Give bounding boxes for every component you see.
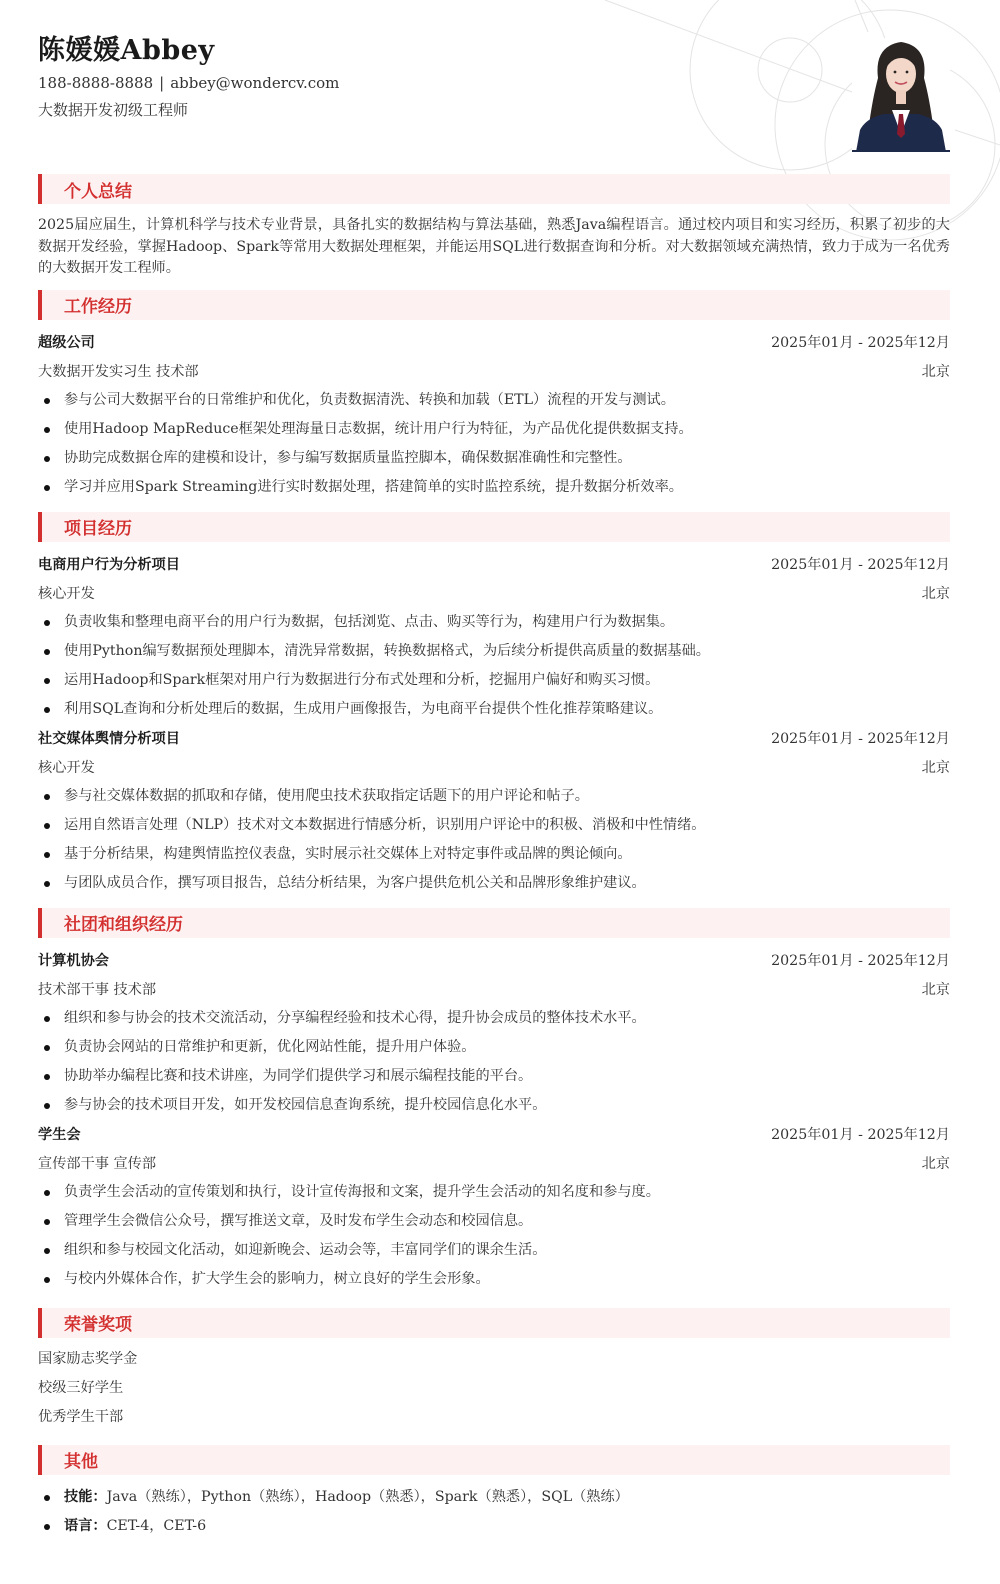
skills-label: 技能： <box>64 1488 107 1505</box>
honor-item: 优秀学生干部 <box>38 1408 124 1425</box>
entry-organization: 学生会 <box>38 1127 81 1143</box>
work-entry <box>38 328 950 502</box>
candidate-name: 陈媛媛Abbey <box>38 35 215 66</box>
entry-date: 2025年01月 - 2025年12月 <box>771 953 950 969</box>
entry-location: 北京 <box>921 1156 950 1172</box>
entry-bullets <box>38 782 950 898</box>
section-projects <box>38 512 950 898</box>
bullet-item: 运用自然语言处理（NLP）技术对文本数据进行情感分析，识别用户评论中的积极、消极和中性情绪。 <box>38 811 950 840</box>
entry-bullets <box>38 1178 950 1294</box>
entry-bullets <box>38 608 950 724</box>
bullet-item: 利用SQL查询和分析处理后的数据，生成用户画像报告，为电商平台提供个性化推荐策略建议。 <box>38 695 950 724</box>
club-entry <box>38 946 950 1120</box>
bullet-item: 学习并应用Spark Streaming进行实时数据处理，搭建简单的实时监控系统，提升数据分析效率。 <box>38 473 950 502</box>
email-address: abbey@wondercv.com <box>170 74 340 92</box>
languages-value: CET-4，CET-6 <box>106 1517 207 1534</box>
section-clubs <box>38 908 950 1294</box>
bullet-item: 参与协会的技术项目开发，如开发校园信息查询系统，提升校园信息化水平。 <box>38 1091 950 1120</box>
section-accent-bar <box>38 290 42 320</box>
summary-text: 2025届应届生，计算机科学与技术专业背景，具备扎实的数据结构与算法基础，熟悉Java编程语言。通过校内项目和实习经历，积累了初步的大数据开发经验，掌握Hadoop、Spark等常用大数据处理框架，并能运用SQL进行数据查询和分析。对大数据领域充满热情，致力于成为一名优秀的大数据开发工程师。 <box>38 217 950 276</box>
entry-organization: 社交媒体舆情分析项目 <box>38 731 180 747</box>
section-title: 项目经历 <box>64 519 132 539</box>
project-entry <box>38 550 950 724</box>
bullet-item: 使用Python编写数据预处理脚本，清洗异常数据，转换数据格式，为后续分析提供高质量的数据基础。 <box>38 637 950 666</box>
entry-date: 2025年01月 - 2025年12月 <box>771 335 950 351</box>
contact-separator: | <box>159 74 165 92</box>
other-list <box>38 1483 950 1541</box>
entry-location: 北京 <box>921 364 950 380</box>
bullet-item: 运用Hadoop和Spark框架对用户行为数据进行分布式处理和分析，挖掘用户偏好和购买习惯。 <box>38 666 950 695</box>
section-accent-bar <box>38 1445 42 1475</box>
section-title: 个人总结 <box>64 181 132 202</box>
entry-role: 核心开发 <box>38 586 95 602</box>
entry-role: 宣传部干事 宣传部 <box>38 1156 157 1172</box>
entry-role: 技术部干事 技术部 <box>38 982 157 998</box>
entry-date: 2025年01月 - 2025年12月 <box>771 1127 950 1143</box>
section-accent-bar <box>38 908 42 938</box>
section-header-summary <box>38 174 950 204</box>
skills-value: Java（熟练），Python（熟练），Hadoop（熟悉），Spark（熟悉），SQL（熟练） <box>106 1488 629 1505</box>
bullet-item: 基于分析结果，构建舆情监控仪表盘，实时展示社交媒体上对特定事件或品牌的舆论倾向。 <box>38 840 950 869</box>
portrait-icon <box>852 38 950 152</box>
job-title: 大数据开发初级工程师 <box>38 101 189 119</box>
project-entry <box>38 724 950 898</box>
section-work-experience <box>38 290 950 502</box>
languages-item <box>38 1512 950 1541</box>
entry-date: 2025年01月 - 2025年12月 <box>771 557 950 573</box>
languages-label: 语言： <box>64 1517 107 1534</box>
skills-item <box>38 1483 950 1512</box>
entry-location: 北京 <box>921 982 950 998</box>
section-accent-bar <box>38 512 42 542</box>
entry-organization: 电商用户行为分析项目 <box>38 557 180 573</box>
honor-item: 校级三好学生 <box>38 1379 124 1396</box>
bullet-item: 协助完成数据仓库的建模和设计，参与编写数据质量监控脚本，确保数据准确性和完整性。 <box>38 444 950 473</box>
bullet-item: 使用Hadoop MapReduce框架处理海量日志数据，统计用户行为特征，为产品优化提供数据支持。 <box>38 415 950 444</box>
resume-header <box>38 0 950 170</box>
entry-location: 北京 <box>921 586 950 602</box>
section-title: 社团和组织经历 <box>64 915 183 935</box>
bullet-item: 负责收集和整理电商平台的用户行为数据，包括浏览、点击、购买等行为，构建用户行为数据集。 <box>38 608 950 637</box>
section-accent-bar <box>38 174 42 204</box>
bullet-item: 负责协会网站的日常维护和更新，优化网站性能，提升用户体验。 <box>38 1033 950 1062</box>
entry-date: 2025年01月 - 2025年12月 <box>771 731 950 747</box>
section-title: 荣誉奖项 <box>64 1315 132 1335</box>
entry-bullets <box>38 386 950 502</box>
entry-bullets <box>38 1004 950 1120</box>
section-summary <box>38 174 950 280</box>
contact-line <box>38 74 339 92</box>
section-header-work <box>38 290 950 320</box>
honors-list <box>38 1345 950 1432</box>
section-title: 其他 <box>64 1452 98 1472</box>
bullet-item: 负责学生会活动的宣传策划和执行，设计宣传海报和文案，提升学生会活动的知名度和参与度。 <box>38 1178 950 1207</box>
bullet-item: 与校内外媒体合作，扩大学生会的影响力，树立良好的学生会形象。 <box>38 1265 950 1294</box>
bullet-item: 参与社交媒体数据的抓取和存储，使用爬虫技术获取指定话题下的用户评论和帖子。 <box>38 782 950 811</box>
entry-organization: 计算机协会 <box>38 953 109 969</box>
section-header-clubs <box>38 908 950 938</box>
bullet-item: 组织和参与校园文化活动，如迎新晚会、运动会等，丰富同学们的课余生活。 <box>38 1236 950 1265</box>
phone-number: 188-8888-8888 <box>38 74 154 92</box>
entry-location: 北京 <box>921 760 950 776</box>
entry-role: 大数据开发实习生 技术部 <box>38 364 199 380</box>
section-honors <box>38 1308 950 1432</box>
section-title: 工作经历 <box>64 297 132 317</box>
entry-role: 核心开发 <box>38 760 95 776</box>
honor-item: 国家励志奖学金 <box>38 1350 138 1367</box>
section-accent-bar <box>38 1308 42 1338</box>
section-other <box>38 1445 950 1541</box>
section-header-projects <box>38 512 950 542</box>
bullet-item: 管理学生会微信公众号，撰写推送文章，及时发布学生会动态和校园信息。 <box>38 1207 950 1236</box>
profile-photo <box>852 38 950 152</box>
entry-organization: 超级公司 <box>38 335 95 351</box>
section-header-honors <box>38 1308 950 1338</box>
club-entry <box>38 1120 950 1294</box>
section-header-other <box>38 1445 950 1475</box>
bullet-item: 协助举办编程比赛和技术讲座，为同学们提供学习和展示编程技能的平台。 <box>38 1062 950 1091</box>
bullet-item: 与团队成员合作，撰写项目报告，总结分析结果，为客户提供危机公关和品牌形象维护建议。 <box>38 869 950 898</box>
bullet-item: 组织和参与协会的技术交流活动，分享编程经验和技术心得，提升协会成员的整体技术水平。 <box>38 1004 950 1033</box>
bullet-item: 参与公司大数据平台的日常维护和优化，负责数据清洗、转换和加载（ETL）流程的开发与测试。 <box>38 386 950 415</box>
